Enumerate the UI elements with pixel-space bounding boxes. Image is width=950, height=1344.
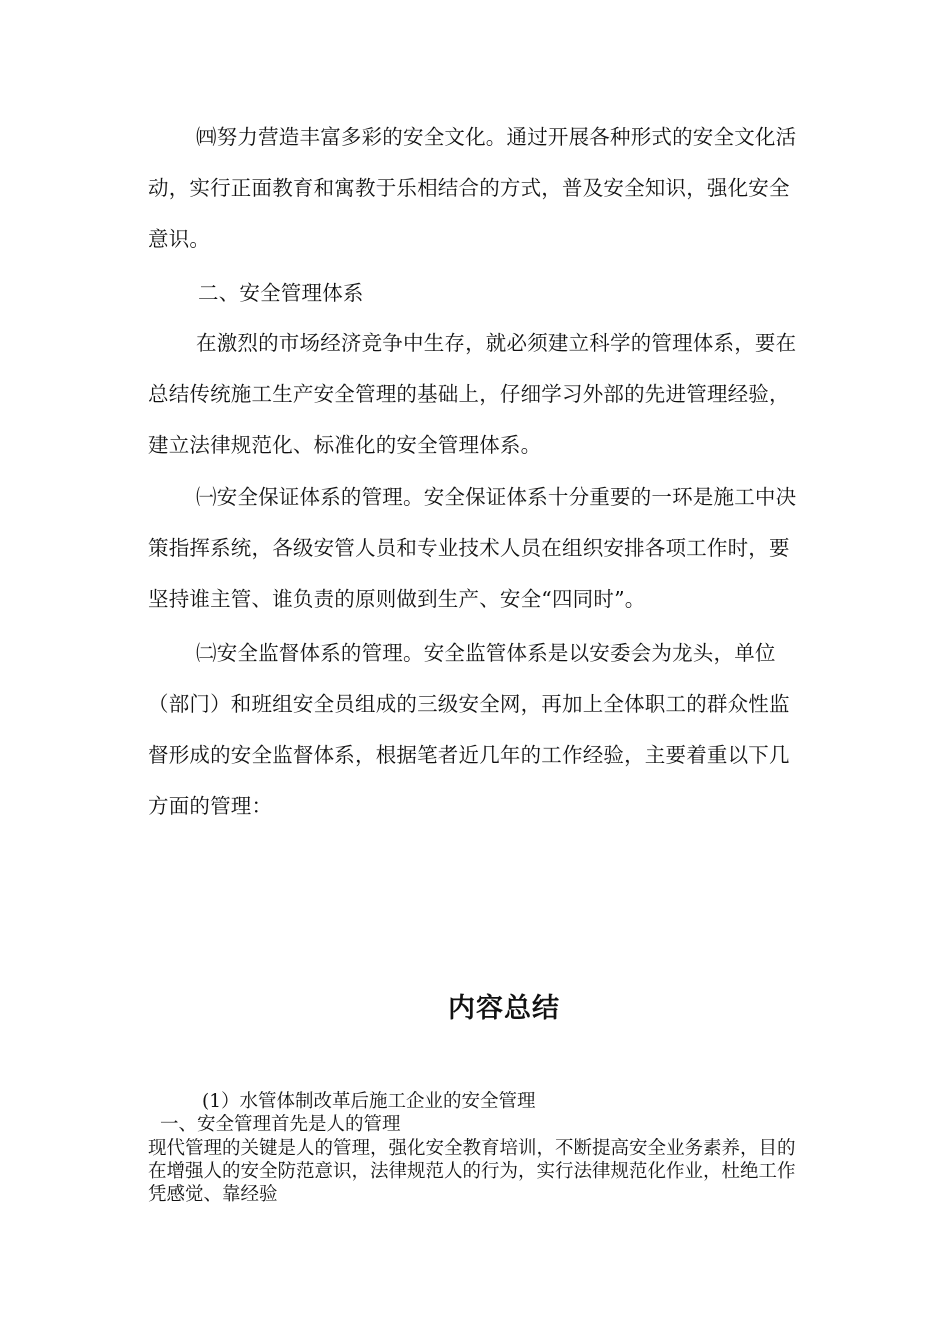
summary-line-1: (1）水管体制改革后施工企业的安全管理 [202,1091,536,1112]
paragraph-safety-supervision-system: ㈡安全监督体系的管理。安全监管体系是以安委会为龙头，单位（部门）和班组安全员组成的三级安全网，再加上全体职工的群众性监督形成的安全监督体系，根据笔者近几年的工作经验，主要着重以下几方面的管理： [148,641,790,818]
paragraph-safety-culture: ㈣努力营造丰富多彩的安全文化。通过开展各种形式的安全文化活动，实行正面教育和寓教于乐相结合的方式，普及安全知识，强化安全意识。 [148,125,797,251]
summary-title: 内容总结 [448,993,560,1024]
summary-line-2: 一、安全管理首先是人的管理 [160,1114,401,1135]
paragraph-safety-guarantee-system: ㈠安全保证体系的管理。安全保证体系十分重要的一环是施工中决策指挥系统，各级安管人员和专业技术人员在组织安排各项工作时，要坚持谁主管、谁负责的原则做到生产、安全“四同时”。 [148,485,797,611]
summary-line-3: 现代管理的关键是人的管理，强化安全教育培训，不断提高安全业务素养，目的在增强人的安全防范意识，法律规范人的行为，实行法律规范化作业，杜绝工作凭感觉、靠经验 [148,1138,796,1205]
paragraph-management-system-intro: 在激烈的市场经济竞争中生存，就必须建立科学的管理体系，要在总结传统施工生产安全管理的基础上，仔细学习外部的先进管理经验，建立法律规范化、标准化的安全管理体系。 [148,331,797,457]
section-heading-management-system: 二、安全管理体系 [198,281,364,305]
